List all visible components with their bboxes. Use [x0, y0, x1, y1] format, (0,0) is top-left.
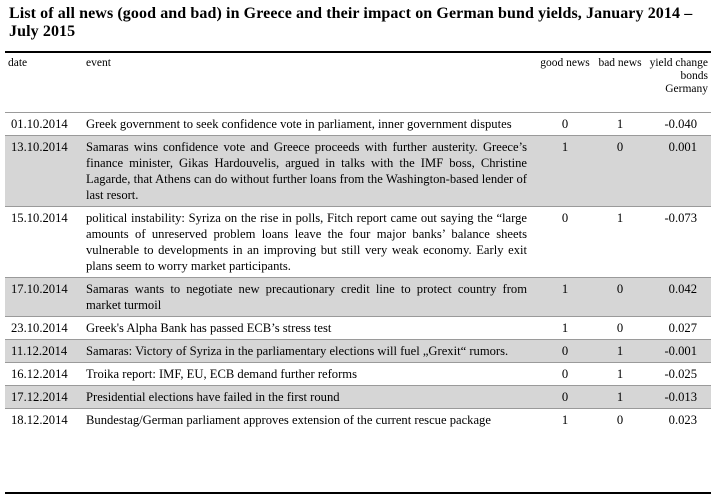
table-row [5, 363, 711, 386]
header-bad-news: bad news [598, 57, 642, 69]
news-table [5, 54, 711, 431]
cell-date: 13.10.2014 [5, 136, 83, 207]
cell-good-news: 0 [535, 363, 595, 386]
cell-date: 01.10.2014 [5, 113, 83, 136]
cell-event: Samaras wins confidence vote and Greece proceeds with further austerity. Greece’s finance minister, Gikas Hardouvelis, argued in talks with the IMF boss, Christine Lagarde, that Athens can do without further loans from the Washington-based lender of last resort. [83, 136, 535, 207]
cell-bad-news: 1 [595, 386, 645, 409]
cell-bad-news: 0 [595, 317, 645, 340]
table-row [5, 278, 711, 317]
cell-date: 17.10.2014 [5, 278, 83, 317]
cell-good-news: 1 [535, 136, 595, 207]
cell-yield-change: -0.025 [645, 363, 711, 386]
table-row [5, 136, 711, 207]
cell-date: 17.12.2014 [5, 386, 83, 409]
cell-bad-news: 0 [595, 278, 645, 317]
cell-good-news: 1 [535, 409, 595, 432]
cell-event: Presidential elections have failed in the first round [83, 386, 535, 409]
cell-good-news: 1 [535, 278, 595, 317]
cell-good-news: 1 [535, 317, 595, 340]
cell-bad-news: 0 [595, 136, 645, 207]
cell-bad-news: 1 [595, 340, 645, 363]
cell-yield-change: 0.001 [645, 136, 711, 207]
bottom-rule [5, 492, 711, 494]
cell-event: Bundestag/German parliament approves extension of the current rescue package [83, 409, 535, 432]
cell-bad-news: 1 [595, 363, 645, 386]
cell-event: Troika report: IMF, EU, ECB demand further reforms [83, 363, 535, 386]
cell-event: Greek's Alpha Bank has passed ECB’s stress test [83, 317, 535, 340]
cell-bad-news: 1 [595, 207, 645, 278]
cell-yield-change: -0.073 [645, 207, 711, 278]
cell-date: 23.10.2014 [5, 317, 83, 340]
header-good-news: good news [540, 57, 590, 69]
cell-yield-change: 0.027 [645, 317, 711, 340]
cell-good-news: 0 [535, 386, 595, 409]
header-yield-change: yield change bonds Germany [649, 57, 708, 95]
cell-good-news: 0 [535, 207, 595, 278]
cell-event: Greek government to seek confidence vote in parliament, inner government disputes [83, 113, 535, 136]
header-row [5, 54, 711, 113]
cell-date: 11.12.2014 [5, 340, 83, 363]
cell-date: 15.10.2014 [5, 207, 83, 278]
table-row [5, 207, 711, 278]
table-row [5, 386, 711, 409]
cell-event: Samaras: Victory of Syriza in the parliamentary elections will fuel „Grexit“ rumors. [83, 340, 535, 363]
table-row [5, 409, 711, 432]
top-rule [5, 51, 711, 53]
table-row [5, 340, 711, 363]
cell-date: 18.12.2014 [5, 409, 83, 432]
cell-yield-change: -0.001 [645, 340, 711, 363]
header-event: event [86, 57, 111, 69]
header-date: date [8, 57, 28, 69]
cell-good-news: 0 [535, 340, 595, 363]
table-row [5, 113, 711, 136]
cell-bad-news: 1 [595, 113, 645, 136]
cell-date: 16.12.2014 [5, 363, 83, 386]
table-row [5, 317, 711, 340]
cell-yield-change: -0.040 [645, 113, 711, 136]
cell-good-news: 0 [535, 113, 595, 136]
cell-event: Samaras wants to negotiate new precautionary credit line to protect country from market turmoil [83, 278, 535, 317]
cell-yield-change: 0.023 [645, 409, 711, 432]
table-title: List of all news (good and bad) in Greece and their impact on German bund yields, January 2014 – July 2015 [9, 5, 693, 40]
cell-bad-news: 0 [595, 409, 645, 432]
cell-yield-change: -0.013 [645, 386, 711, 409]
cell-yield-change: 0.042 [645, 278, 711, 317]
cell-event: political instability: Syriza on the rise in polls, Fitch report came out saying the “large amounts of unreserved problem loans leave the four major banks’ balance sheets vulnerable to developments in an improving but still very weak economy. Early exit plans seem to worry market participants. [83, 207, 535, 278]
